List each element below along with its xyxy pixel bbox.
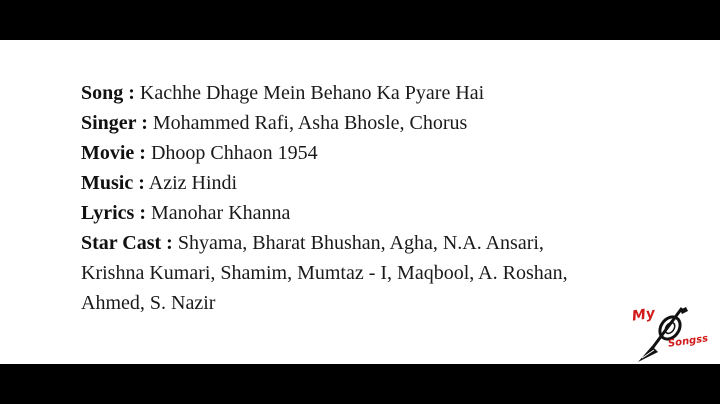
- music-value: Aziz Hindi: [148, 172, 238, 194]
- singer-label: Singer :: [81, 112, 148, 134]
- star-cast-label: Star Cast :: [81, 232, 173, 254]
- singer-value: Mohammed Rafi, Asha Bhosle, Chorus: [152, 112, 468, 134]
- letterbox-bottom: [0, 364, 720, 404]
- star-cast-row: [81, 228, 691, 258]
- music-row: [81, 168, 691, 198]
- lyrics-row: [81, 198, 691, 228]
- song-credits: [81, 78, 691, 318]
- star-cast-line3: [81, 288, 691, 318]
- lyrics-label: Lyrics :: [81, 202, 146, 224]
- movie-row: [81, 138, 691, 168]
- star-cast-value-line1: Shyama, Bharat Bhushan, Agha, N.A. Ansari,: [177, 232, 544, 254]
- music-label: Music :: [81, 172, 145, 194]
- letterbox-top: [0, 0, 720, 40]
- logo-text-my: My: [630, 305, 657, 325]
- song-label: Song :: [81, 82, 135, 104]
- movie-value: Dhoop Chhaon 1954: [150, 142, 318, 164]
- singer-row: [81, 108, 691, 138]
- star-cast-value-line3: Ahmed, S. Nazir: [81, 292, 216, 314]
- song-row: [81, 78, 691, 108]
- logo-text-songs: Songss: [667, 333, 709, 350]
- song-value: Kachhe Dhage Mein Behano Ka Pyare Hai: [139, 82, 485, 104]
- star-cast-value-line2: Krishna Kumari, Shamim, Mumtaz - I, Maqbool, A. Roshan,: [81, 262, 568, 284]
- lyrics-value: Manohar Khanna: [151, 202, 291, 224]
- star-cast-line2: [81, 258, 691, 288]
- movie-label: Movie :: [81, 142, 146, 164]
- credits-panel: [0, 40, 720, 364]
